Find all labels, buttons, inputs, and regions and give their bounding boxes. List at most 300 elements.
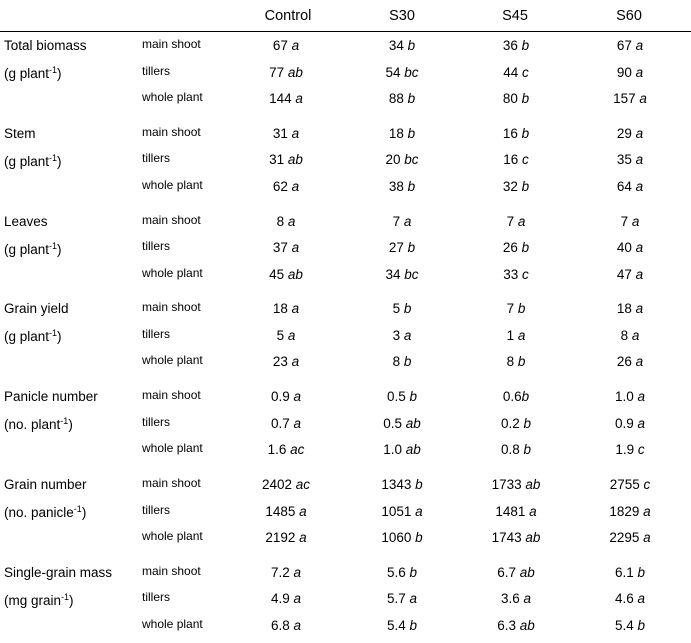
significance-letter: bc: [404, 266, 419, 282]
table-cell: [347, 66, 457, 80]
significance-letter: a: [291, 354, 300, 370]
table-cell: [461, 592, 571, 606]
table-cell: [461, 355, 571, 369]
table-cell: [347, 443, 457, 457]
table-cell: [347, 329, 457, 343]
significance-letter: c: [637, 442, 645, 458]
cell-value: 3: [392, 327, 401, 343]
cell-value: 1.6: [267, 442, 287, 458]
significance-letter: a: [631, 327, 640, 343]
cell-value: 18: [388, 125, 404, 141]
unit-text: (no. plant: [4, 417, 61, 433]
cell-value: 36: [502, 38, 518, 53]
cell-value: 62: [272, 178, 288, 194]
significance-letter: a: [637, 415, 646, 431]
cell-value: 1051: [381, 503, 412, 519]
table-row: [0, 442, 691, 462]
significance-letter: a: [637, 591, 646, 607]
cell-value: 45: [269, 266, 285, 282]
significance-letter: a: [409, 591, 418, 607]
row-sublabel: tillers: [142, 239, 171, 254]
cell-value: 0.6: [502, 389, 522, 405]
table-cell: [347, 592, 457, 606]
significance-letter: ab: [525, 477, 541, 492]
table-cell: [231, 66, 341, 80]
column-header-s30: S30: [389, 8, 415, 24]
table-row: [0, 591, 691, 611]
table-group: [0, 212, 691, 292]
significance-letter: ab: [287, 266, 303, 282]
significance-letter: ab: [405, 415, 421, 431]
cell-value: 1.0: [383, 442, 402, 458]
table-cell: [231, 390, 341, 404]
table-cell: [461, 180, 571, 194]
cell-value: 23: [272, 354, 288, 370]
significance-letter: a: [635, 354, 644, 370]
significance-letter: a: [299, 530, 307, 545]
table-cell: [347, 478, 457, 492]
variable-label: Panicle number: [4, 389, 98, 405]
cell-value: 47: [616, 266, 632, 282]
table-cell: [231, 180, 341, 194]
significance-letter: b: [521, 178, 530, 194]
table-cell: [461, 619, 571, 633]
table-cell: [231, 566, 341, 580]
table-cell: [461, 531, 571, 545]
table-row: [0, 152, 691, 172]
unit-text: (mg grain: [4, 592, 62, 608]
significance-letter: bc: [404, 64, 419, 80]
table-cell: [461, 66, 571, 80]
table-group: [0, 387, 691, 467]
table-cell: [347, 355, 457, 369]
cell-value: 1: [506, 327, 515, 343]
row-sublabel: tillers: [142, 63, 171, 78]
table-row: [0, 179, 691, 199]
significance-letter: b: [521, 91, 530, 106]
cell-value: 4.9: [270, 591, 290, 607]
cell-value: 16: [502, 125, 518, 141]
significance-letter: a: [293, 415, 302, 431]
table-cell: [231, 153, 341, 167]
unit-close: ): [57, 153, 62, 169]
row-sublabel: tillers: [142, 414, 171, 429]
variable-label: Leaves: [4, 213, 48, 229]
cell-value: 32: [502, 178, 518, 194]
significance-letter: c: [522, 64, 529, 80]
significance-letter: a: [293, 617, 302, 633]
table-cell: [575, 390, 685, 404]
cell-value: 7: [392, 213, 401, 229]
table-cell: [575, 505, 685, 519]
table-cell: [231, 302, 341, 316]
significance-letter: a: [523, 591, 532, 607]
significance-letter: a: [635, 266, 644, 282]
table-cell: [347, 390, 457, 404]
significance-letter: a: [291, 125, 300, 141]
cell-value: 1060: [381, 530, 412, 545]
cell-value: 0.2: [500, 415, 520, 431]
cell-value: 2192: [265, 530, 296, 545]
significance-letter: b: [415, 477, 423, 492]
table-row: [0, 354, 691, 374]
cell-value: 1481: [495, 503, 526, 519]
cell-value: 34: [385, 266, 401, 282]
significance-letter: b: [637, 564, 646, 580]
significance-letter: b: [407, 125, 416, 141]
table-group: [0, 124, 691, 204]
significance-letter: a: [291, 178, 300, 194]
table-cell: [575, 92, 685, 106]
table-row: [0, 214, 691, 234]
header-rule: [0, 31, 691, 32]
row-sublabel: whole plant: [142, 353, 203, 368]
table-cell: [575, 180, 685, 194]
significance-letter: ab: [519, 564, 535, 580]
table-row: [0, 477, 691, 497]
cell-value: 6.3: [497, 617, 516, 633]
cell-value: 34: [388, 38, 404, 53]
table-cell: [347, 215, 457, 229]
table-cell: [461, 215, 571, 229]
table-cell: [575, 127, 685, 141]
unit-close: ): [57, 241, 62, 257]
cell-value: 1343: [381, 477, 412, 492]
table-group: [0, 563, 691, 643]
table-cell: [347, 505, 457, 519]
cell-value: 54: [385, 64, 401, 80]
cell-value: 64: [616, 178, 632, 194]
significance-letter: b: [407, 38, 416, 53]
table-row: [0, 504, 691, 524]
table-cell: [347, 566, 457, 580]
significance-letter: b: [409, 564, 418, 580]
cell-value: 4.6: [614, 591, 634, 607]
cell-value: 37: [272, 240, 288, 256]
cell-value: 0.5: [383, 415, 402, 431]
table-cell: [347, 39, 457, 53]
significance-letter: a: [295, 91, 303, 106]
column-header-s60: S60: [616, 8, 642, 24]
cell-value: 80: [502, 91, 518, 106]
cell-value: 7: [620, 213, 629, 229]
cell-value: 8: [392, 354, 401, 370]
cell-value: 33: [503, 266, 519, 282]
table-group: [0, 475, 691, 555]
table-group: [0, 36, 691, 116]
cell-value: 5.7: [386, 591, 406, 607]
significance-letter: b: [409, 389, 418, 405]
significance-letter: a: [639, 91, 647, 106]
table-cell: [461, 390, 571, 404]
table-cell: [461, 92, 571, 106]
row-sublabel: tillers: [142, 151, 171, 166]
significance-letter: a: [635, 301, 644, 317]
cell-value: 0.5: [386, 389, 406, 405]
significance-letter: a: [643, 503, 651, 519]
table-row: [0, 530, 691, 550]
table-cell: [347, 302, 457, 316]
cell-value: 2402: [261, 477, 292, 492]
cell-value: 5.4: [614, 617, 634, 633]
table-cell: [231, 619, 341, 633]
table-cell: [575, 566, 685, 580]
significance-letter: a: [517, 327, 526, 343]
row-sublabel: tillers: [142, 590, 171, 605]
table-cell: [575, 329, 685, 343]
table-cell: [575, 619, 685, 633]
table-row: [0, 240, 691, 260]
significance-letter: b: [517, 301, 526, 317]
table-cell: [575, 268, 685, 282]
table-cell: [347, 531, 457, 545]
significance-letter: a: [635, 240, 644, 256]
significance-letter: b: [521, 240, 530, 256]
table-cell: [347, 268, 457, 282]
significance-letter: b: [637, 617, 646, 633]
significance-letter: b: [407, 91, 416, 106]
table-cell: [575, 66, 685, 80]
row-sublabel: whole plant: [142, 265, 203, 280]
table-row: [0, 301, 691, 321]
table-cell: [231, 505, 341, 519]
cell-value: 18: [616, 301, 632, 317]
cell-value: 0.8: [500, 442, 520, 458]
cell-value: 8: [276, 213, 285, 229]
cell-value: 29: [616, 125, 632, 141]
table-cell: [231, 417, 341, 431]
unit-text: (g plant: [4, 66, 50, 81]
cell-value: 7.2: [270, 564, 290, 580]
table-cell: [575, 531, 685, 545]
table-cell: [575, 355, 685, 369]
table-cell: [575, 215, 685, 229]
unit-close: ): [57, 329, 62, 345]
table-cell: [575, 478, 685, 492]
significance-letter: b: [517, 354, 526, 370]
cell-value: 7: [506, 301, 515, 317]
cell-value: 8: [620, 327, 629, 343]
cell-value: 35: [616, 152, 632, 168]
unit-exponent: -1: [49, 65, 58, 75]
table-cell: [231, 478, 341, 492]
cell-value: 38: [388, 178, 404, 194]
table-cell: [231, 329, 341, 343]
cell-value: 0.7: [270, 415, 290, 431]
table-cell: [461, 241, 571, 255]
table-cell: [231, 92, 341, 106]
significance-letter: ac: [290, 442, 305, 458]
significance-letter: b: [407, 178, 416, 194]
significance-letter: b: [521, 125, 530, 141]
cell-value: 26: [502, 240, 518, 256]
row-sublabel: main shoot: [142, 388, 201, 403]
table-cell: [347, 127, 457, 141]
cell-value: 27: [388, 240, 404, 256]
cell-value: 40: [616, 240, 632, 256]
table-cell: [461, 443, 571, 457]
table-row: [0, 416, 691, 436]
row-sublabel: whole plant: [142, 529, 203, 543]
unit-text: (g plant: [4, 329, 50, 345]
significance-letter: a: [517, 213, 526, 229]
significance-letter: c: [522, 266, 529, 282]
cell-value: 0.9: [614, 415, 634, 431]
row-sublabel: main shoot: [142, 124, 201, 139]
variable-label: Grain number: [4, 477, 87, 492]
row-sublabel: main shoot: [142, 476, 201, 490]
unit-text: (no. panicle: [4, 505, 74, 520]
significance-letter: a: [635, 38, 644, 53]
table-cell: [575, 443, 685, 457]
table-cell: [461, 329, 571, 343]
table-cell: [461, 478, 571, 492]
cell-value: 31: [269, 152, 285, 168]
table-group: [0, 299, 691, 379]
cell-value: 31: [272, 125, 288, 141]
table-cell: [231, 443, 341, 457]
significance-letter: b: [403, 354, 412, 370]
table-cell: [461, 39, 571, 53]
variable-label: Total biomass: [4, 38, 87, 53]
significance-letter: b: [523, 415, 532, 431]
row-sublabel: whole plant: [142, 441, 203, 456]
row-sublabel: whole plant: [142, 90, 203, 104]
cell-value: 20: [385, 152, 401, 168]
significance-letter: c: [643, 477, 651, 492]
table-row: [0, 91, 691, 111]
table-cell: [347, 153, 457, 167]
significance-letter: b: [521, 389, 530, 405]
significance-letter: ab: [405, 442, 421, 458]
table-cell: [231, 127, 341, 141]
cell-value: 88: [388, 91, 404, 106]
cell-value: 1743: [491, 530, 522, 545]
significance-letter: ab: [525, 530, 541, 545]
unit-close: ): [68, 417, 73, 433]
row-sublabel: main shoot: [142, 37, 201, 51]
cell-value: 3.6: [500, 591, 520, 607]
significance-letter: a: [635, 64, 644, 80]
cell-value: 0.9: [270, 389, 290, 405]
table-cell: [461, 268, 571, 282]
cell-value: 6.7: [497, 564, 516, 580]
table-row: [0, 126, 691, 146]
significance-letter: a: [293, 389, 302, 405]
significance-letter: b: [403, 301, 412, 317]
table-cell: [231, 241, 341, 255]
variable-label: Stem: [4, 125, 36, 141]
cell-value: 1.0: [614, 389, 634, 405]
cell-value: 2295: [609, 530, 640, 545]
table-cell: [461, 566, 571, 580]
unit-exponent: -1: [49, 240, 58, 251]
column-header-control: Control: [264, 8, 312, 24]
significance-letter: a: [293, 591, 302, 607]
cell-value: 1829: [609, 503, 640, 519]
significance-letter: a: [415, 503, 423, 519]
table-cell: [231, 531, 341, 545]
table-row: [0, 38, 691, 58]
unit-exponent: -1: [73, 504, 82, 514]
table-cell: [347, 180, 457, 194]
row-sublabel: main shoot: [142, 212, 201, 227]
table-cell: [461, 302, 571, 316]
table-row: [0, 267, 691, 287]
table-cell: [575, 302, 685, 316]
cell-value: 144: [269, 91, 292, 106]
cell-value: 16: [503, 152, 519, 168]
significance-letter: a: [643, 530, 651, 545]
table-cell: [347, 92, 457, 106]
table-cell: [575, 592, 685, 606]
significance-letter: c: [522, 152, 529, 168]
significance-letter: a: [291, 38, 300, 53]
table-cell: [231, 39, 341, 53]
unit-text: (g plant: [4, 241, 50, 257]
table-cell: [347, 619, 457, 633]
table-row: [0, 65, 691, 85]
significance-letter: a: [291, 240, 300, 256]
significance-letter: ab: [287, 152, 303, 168]
significance-letter: b: [523, 442, 532, 458]
significance-letter: ab: [519, 617, 535, 633]
table-cell: [347, 241, 457, 255]
row-sublabel: main shoot: [142, 300, 201, 315]
cell-value: 26: [616, 354, 632, 370]
unit-exponent: -1: [49, 328, 58, 339]
significance-letter: a: [403, 213, 412, 229]
unit-text: (g plant: [4, 153, 50, 169]
unit-exponent: -1: [60, 416, 69, 427]
significance-letter: a: [529, 503, 537, 519]
row-sublabel: whole plant: [142, 616, 203, 631]
significance-letter: a: [287, 327, 296, 343]
table-cell: [231, 592, 341, 606]
table-row: [0, 389, 691, 409]
unit-close: ): [57, 66, 62, 81]
table-cell: [575, 153, 685, 167]
table-row: [0, 328, 691, 348]
significance-letter: a: [287, 213, 296, 229]
variable-label: Grain yield: [4, 301, 69, 317]
table-cell: [347, 417, 457, 431]
table-cell: [231, 355, 341, 369]
row-sublabel: main shoot: [142, 563, 201, 578]
significance-letter: ac: [295, 477, 311, 492]
significance-letter: a: [635, 178, 644, 194]
significance-letter: a: [299, 503, 307, 519]
significance-letter: a: [293, 564, 302, 580]
significance-letter: a: [631, 213, 640, 229]
table-row: [0, 565, 691, 585]
table-header: [0, 8, 691, 30]
cell-value: 5.6: [386, 564, 406, 580]
table-cell: [575, 39, 685, 53]
significance-letter: b: [521, 38, 530, 53]
table-cell: [231, 215, 341, 229]
row-sublabel: tillers: [142, 502, 171, 517]
cell-value: 8: [506, 354, 515, 370]
cell-value: 90: [616, 64, 632, 80]
unit-exponent: -1: [61, 591, 70, 602]
row-sublabel: whole plant: [142, 177, 203, 192]
table-cell: [231, 268, 341, 282]
significance-letter: bc: [404, 152, 419, 168]
cell-value: 67: [272, 38, 288, 53]
table-cell: [575, 241, 685, 255]
significance-letter: b: [409, 617, 418, 633]
